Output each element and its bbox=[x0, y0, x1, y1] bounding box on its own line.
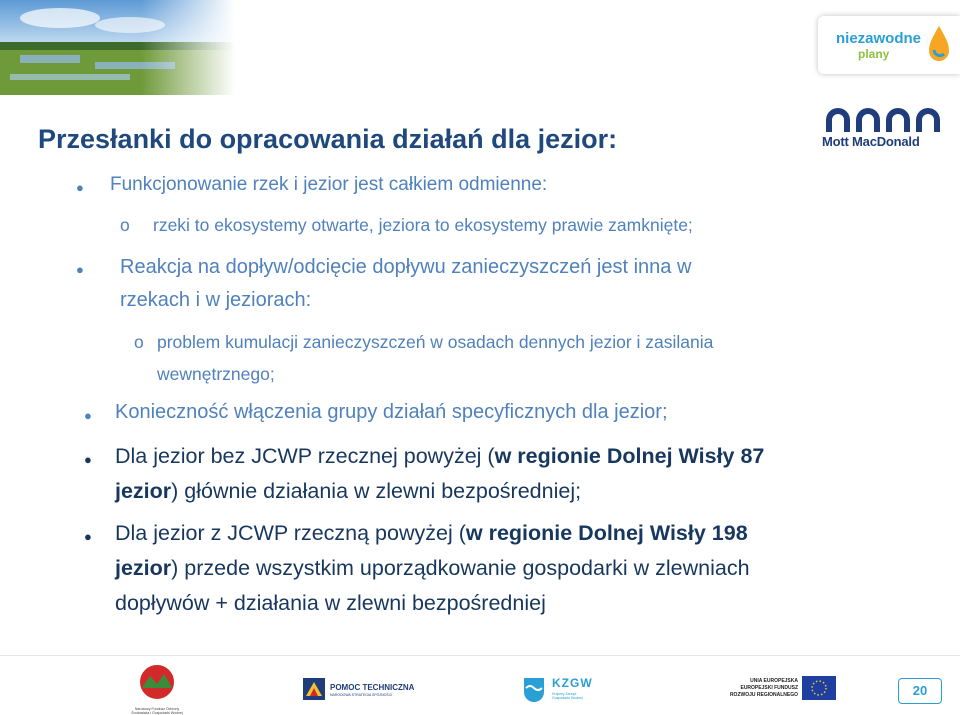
pomoc-techniczna-icon bbox=[302, 676, 326, 702]
bullet-5-text-a: Dla jezior z JCWP rzeczną powyżej ( bbox=[115, 521, 466, 545]
bullet-dot: ● bbox=[84, 529, 92, 544]
ue-line-2: EUROPEJSKI FUNDUSZ bbox=[740, 685, 798, 691]
ue-line-1: UNIA EUROPEJSKA bbox=[750, 678, 798, 684]
bullet-4-text-b: ) głównie działania w zlewni bezpośredniej; bbox=[171, 479, 582, 503]
bullet-5-line-1 bbox=[115, 521, 748, 546]
bullet-2-line-1: Reakcja na dopływ/odcięcie dopływu zanieczyszczeń jest inna w bbox=[120, 256, 692, 278]
bullet-dot: ● bbox=[76, 180, 84, 195]
nfosigw-logo bbox=[128, 662, 186, 715]
bullet-5-bold-b: jezior bbox=[115, 556, 172, 580]
sub-bullet-1: rzeki to ekosystemy otwarte, jeziora to ekosystemy prawie zamknięte; bbox=[153, 215, 693, 235]
eu-flag-icon bbox=[802, 676, 836, 700]
bullet-4-line-2 bbox=[115, 479, 581, 504]
bullet-4-line-1 bbox=[115, 444, 764, 469]
sub-bullet-2-line-1: problem kumulacji zanieczyszczeń w osadach dennych jezior i zasilania bbox=[157, 332, 714, 352]
nfosigw-caption: Narodowy Fundusz Ochrony Środowiska i Gospodarki Wodnej bbox=[131, 707, 183, 715]
mott-macdonald-text: Mott MacDonald bbox=[822, 134, 920, 149]
bullet-5-line-2 bbox=[115, 556, 750, 581]
bullet-5-bold-a: w regionie Dolnej Wisły 198 bbox=[465, 521, 748, 545]
bullet-5-line-3: dopływów + działania w zlewni bezpośredniej bbox=[115, 591, 546, 615]
kzgw-text: KZGW bbox=[552, 676, 593, 690]
bullet-dot: ● bbox=[84, 452, 92, 467]
sub-bullet-2-line-2: wewnętrznego; bbox=[157, 364, 275, 384]
water-drop-icon bbox=[926, 24, 952, 64]
mott-arches-icon bbox=[822, 106, 944, 134]
logo-text-line2: plany bbox=[858, 47, 890, 61]
logo-text-line1: niezawodne bbox=[836, 30, 922, 47]
bullet-dot: ● bbox=[76, 262, 84, 277]
bullet-3: Konieczność włączenia grupy działań specyficznych dla jezior; bbox=[115, 401, 668, 423]
niezawodne-plany-logo bbox=[818, 16, 960, 74]
bullet-1: Funkcjonowanie rzek i jezior jest całkiem odmienne: bbox=[110, 174, 548, 195]
mott-macdonald-logo bbox=[822, 106, 944, 152]
slide-title: Przesłanki do opracowania działań dla jezior: bbox=[38, 124, 618, 154]
ue-line-3: ROZWOJU REGIONALNEGO bbox=[729, 692, 798, 698]
sub-bullet-marker: o bbox=[120, 215, 130, 235]
bullet-4-bold-a: w regionie Dolnej Wisły 87 bbox=[494, 444, 765, 468]
bullet-5-text-b: ) przede wszystkim uporządkowanie gospodarki w zlewniach bbox=[171, 556, 750, 580]
pomoc-techniczna-sub: NARODOWA STRATEGIA SPÓJNOŚCI bbox=[330, 693, 393, 697]
nfosigw-emblem-icon bbox=[128, 662, 186, 702]
kzgw-emblem-icon bbox=[520, 674, 548, 704]
header-photo bbox=[0, 0, 235, 95]
bullet-dot: ● bbox=[84, 408, 92, 423]
sub-bullet-marker: o bbox=[134, 332, 144, 352]
ue-text bbox=[722, 678, 798, 699]
bullet-4-text-a: Dla jezior bez JCWP rzecznej powyżej ( bbox=[115, 444, 495, 468]
bullet-4-bold-b: jezior bbox=[115, 479, 172, 503]
page-number: 20 bbox=[898, 678, 942, 704]
bullet-2-line-2: rzekach i w jeziorach: bbox=[120, 289, 312, 311]
kzgw-sub: Krajowy Zarząd Gospodarki Wodnej bbox=[552, 692, 583, 700]
pomoc-techniczna-text: POMOC TECHNICZNA bbox=[330, 683, 415, 692]
